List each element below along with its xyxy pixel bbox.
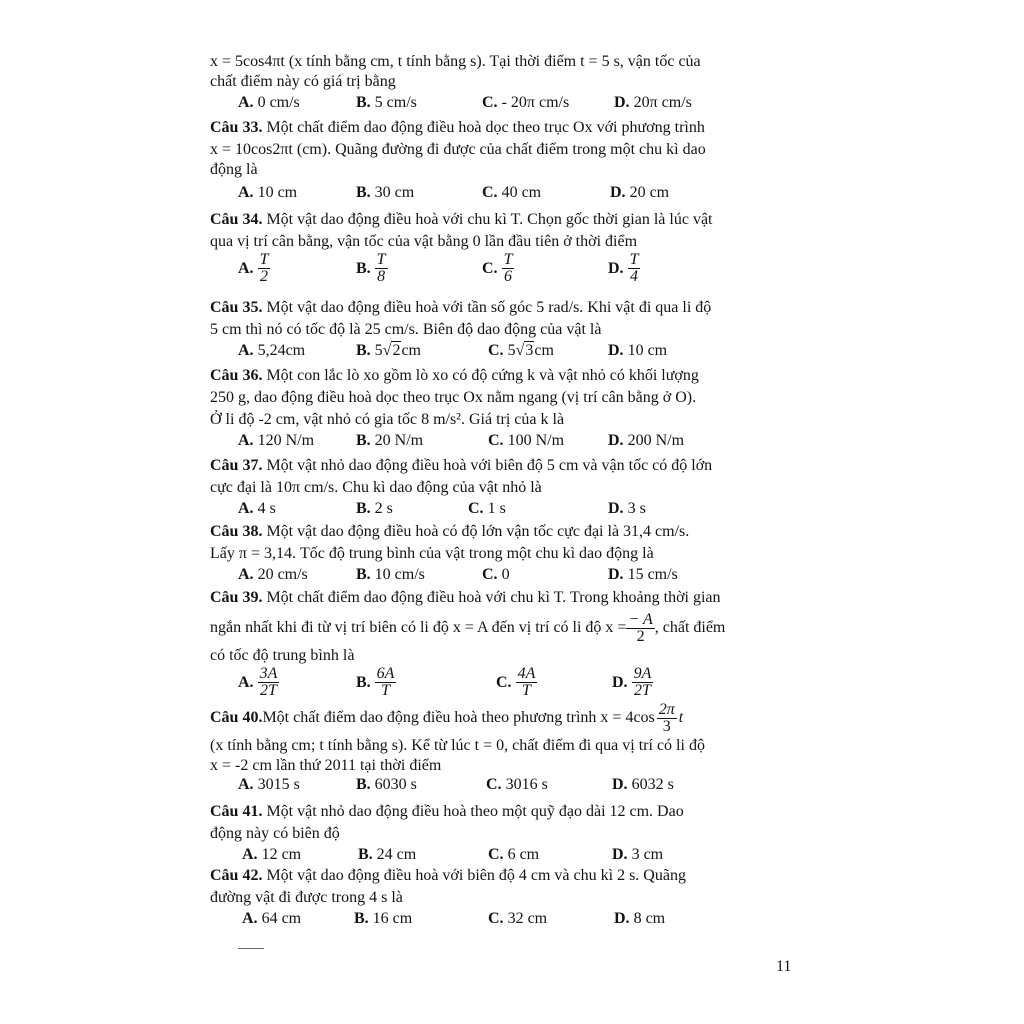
option-text: 64 cm — [261, 910, 302, 927]
fraction-numerator: T — [629, 251, 639, 268]
q36-line-3: Ở li độ -2 cm, vật nhỏ có gia tốc 8 m/s². Giá trị của k là — [210, 411, 565, 428]
fraction — [258, 252, 271, 285]
option-a — [238, 432, 314, 450]
fraction — [258, 666, 280, 699]
option-a — [238, 776, 300, 794]
option-letter: C. — [488, 910, 504, 927]
q42-line-2: đường vật đi được trong 4 s là — [210, 889, 403, 906]
option-letter: D. — [614, 910, 630, 927]
question-label: Câu 41. — [210, 803, 263, 820]
option-text: 20π cm/s — [633, 94, 692, 111]
option-unit: cm — [401, 342, 421, 359]
option-text: 20 cm — [629, 184, 670, 201]
question-label: Câu 38. — [210, 523, 263, 540]
fraction-denominator: 2T — [634, 682, 651, 699]
option-letter: A. — [238, 259, 254, 277]
q37-line-2: cực đại là 10π cm/s. Chu kì dao động của vật nhỏ là — [210, 479, 542, 496]
fraction-denominator: T — [381, 682, 391, 699]
q38-line-2: Lấy π = 3,14. Tốc độ trung bình của vật trong một chu kì dao động là — [210, 545, 654, 562]
fraction-denominator: 6 — [504, 268, 513, 285]
sqrt-radicand: 2 — [392, 342, 401, 359]
option-a — [238, 252, 270, 285]
option-letter: B. — [356, 259, 371, 277]
q40-line-1 — [210, 700, 683, 736]
fraction-numerator: T — [503, 251, 513, 268]
option-a — [242, 910, 301, 928]
option-b — [358, 846, 416, 864]
intro-line-2: chất điểm này có giá trị bằng — [210, 73, 396, 90]
option-letter: B. — [356, 566, 371, 583]
option-text: 1 s — [487, 500, 506, 517]
option-letter: A. — [238, 432, 254, 449]
fraction — [628, 252, 641, 285]
fraction-denominator: 2T — [260, 682, 277, 699]
fraction-numerator: 3A — [259, 665, 278, 682]
q34-line-2: qua vị trí cân bằng, vận tốc của vật bằng 0 lần đầu tiên ở thời điểm — [210, 233, 638, 250]
option-text: 30 cm — [374, 184, 415, 201]
fraction-numerator: 6A — [376, 665, 395, 682]
option-c — [488, 910, 547, 928]
option-b — [356, 342, 421, 360]
fraction — [657, 702, 677, 735]
question-label: Câu 35. — [210, 299, 263, 316]
option-b — [354, 910, 412, 928]
option-text: 3016 s — [505, 776, 548, 793]
question-text: Một vật dao động điều hoà với tần số góc 5 rad/s. Khi vật đi qua li độ — [262, 299, 712, 316]
option-letter: B. — [356, 432, 371, 449]
q36-line-1 — [210, 366, 699, 386]
option-letter: B. — [356, 342, 371, 359]
fraction-numerator: 2π — [658, 700, 675, 718]
option-letter: C. — [488, 432, 504, 449]
question-label: Câu 37. — [210, 457, 263, 474]
option-text: 15 cm/s — [627, 566, 678, 583]
q36-line-2: 250 g, dao động điều hoà dọc theo trục Ox nằm ngang (vị trí cân bằng ở O). — [210, 389, 697, 406]
option-text: 3015 s — [257, 776, 300, 793]
question-label: Câu 33. — [210, 119, 263, 136]
option-c — [486, 776, 548, 794]
option-c — [482, 566, 510, 584]
q33-line-1 — [210, 118, 705, 138]
fraction-denominator: 3 — [662, 717, 671, 735]
option-a — [238, 184, 297, 202]
option-d — [610, 184, 669, 202]
option-letter: A. — [238, 673, 254, 691]
option-letter: C. — [482, 184, 498, 201]
option-d — [608, 432, 684, 450]
option-letter: D. — [612, 846, 628, 863]
option-text: 3 cm — [631, 846, 664, 863]
option-text: 120 N/m — [257, 432, 315, 449]
q37-line-1 — [210, 456, 712, 476]
option-text: 10 cm — [627, 342, 668, 359]
option-text: 40 cm — [501, 184, 542, 201]
option-letter: C. — [488, 342, 504, 359]
question-text: Một con lắc lò xo gồm lò xo có độ cứng k và vật nhỏ có khối lượng — [262, 367, 699, 384]
option-b — [356, 666, 396, 699]
option-text: 0 — [501, 566, 510, 583]
q39-line-2 — [210, 608, 725, 648]
option-unit: cm — [534, 342, 554, 359]
option-letter: A. — [238, 776, 254, 793]
question-text: Một vật dao động điều hoà với biên độ 4 cm và chu kì 2 s. Quãng — [262, 867, 686, 884]
q39-line-1 — [210, 588, 721, 608]
question-label: Câu 36. — [210, 367, 263, 384]
option-letter: D. — [614, 94, 630, 111]
option-letter: A. — [238, 566, 254, 583]
q39-line-3: có tốc độ trung bình là — [210, 647, 355, 664]
option-letter: C. — [468, 500, 484, 517]
q40-line-3: x = -2 cm lần thứ 2011 tại thời điểm — [210, 757, 442, 774]
option-c — [488, 432, 564, 450]
option-letter: C. — [482, 566, 498, 583]
fraction-denominator: 2 — [260, 268, 269, 285]
fraction-denominator: 8 — [377, 268, 386, 285]
option-letter: B. — [358, 846, 373, 863]
option-d — [614, 910, 665, 928]
fraction-denominator: 2 — [636, 627, 645, 645]
option-letter: A. — [238, 500, 254, 517]
option-c — [488, 342, 554, 360]
fraction — [502, 252, 515, 285]
option-d — [608, 342, 667, 360]
q34-line-1 — [210, 210, 712, 230]
sqrt-expression: √3 — [515, 342, 534, 359]
option-b — [356, 94, 417, 112]
option-text: 4 s — [257, 500, 276, 517]
q42-line-1 — [210, 866, 686, 886]
sqrt-coefficient: 5 — [507, 342, 516, 359]
option-c — [482, 94, 569, 112]
fraction — [632, 666, 654, 699]
intro-line-1: x = 5cos4πt (x tính bằng cm, t tính bằng s). Tại thời điểm t = 5 s, vận tốc của — [210, 53, 701, 70]
question-text: , chất điểm — [654, 619, 726, 636]
option-letter: D. — [608, 566, 624, 583]
option-letter: D. — [608, 432, 624, 449]
option-d — [608, 566, 678, 584]
option-c — [488, 846, 539, 864]
option-letter: D. — [612, 776, 628, 793]
fraction-numerator: T — [376, 251, 386, 268]
option-text: 5,24cm — [257, 342, 306, 359]
option-a — [238, 342, 305, 360]
option-letter: B. — [356, 776, 371, 793]
option-text: 32 cm — [507, 910, 548, 927]
question-text: Một chất điểm dao động điều hoà với chu kì T. Trong khoảng thời gian — [262, 589, 721, 606]
fraction — [375, 252, 388, 285]
question-text: ngắn nhất khi đi từ vị trí biên có li độ x = A đến vị trí có li độ x = — [210, 619, 627, 636]
option-letter: B. — [356, 94, 371, 111]
option-a — [238, 666, 279, 699]
fraction-numerator: 4A — [517, 665, 536, 682]
option-text: 20 cm/s — [257, 566, 308, 583]
q35-line-2: 5 cm thì nó có tốc độ là 25 cm/s. Biên độ dao động của vật là — [210, 321, 602, 338]
option-text: 6032 s — [631, 776, 674, 793]
option-a — [238, 566, 308, 584]
option-letter: A. — [238, 342, 254, 359]
option-d — [612, 776, 674, 794]
option-b — [356, 500, 393, 518]
option-text: 16 cm — [372, 910, 413, 927]
fraction-numerator: T — [259, 251, 269, 268]
option-b — [356, 252, 388, 285]
page-number: 11 — [776, 958, 792, 975]
question-label: Câu 42. — [210, 867, 263, 884]
q41-line-1 — [210, 802, 684, 822]
time-variable: t — [678, 709, 684, 726]
option-c — [496, 666, 537, 699]
stray-mark-divider — [238, 948, 264, 949]
question-text: Một vật nhỏ dao động điều hoà theo một quỹ đạo dài 12 cm. Dao — [262, 803, 684, 820]
question-text: Một chất điểm dao động điều hoà dọc theo trục Ox với phương trình — [262, 119, 705, 136]
q40-line-2: (x tính bằng cm; t tính bằng s). Kể từ lúc t = 0, chất điểm đi qua vị trí có li độ — [210, 737, 705, 754]
fraction — [516, 666, 538, 699]
question-text: Một vật dao động điều hoà có độ lớn vận tốc cực đại là 31,4 cm/s. — [262, 523, 690, 540]
option-letter: D. — [608, 342, 624, 359]
option-letter: D. — [608, 259, 624, 277]
option-d — [608, 252, 640, 285]
q41-line-2: động này có biên độ — [210, 825, 340, 842]
option-letter: B. — [354, 910, 369, 927]
option-text: 2 s — [374, 500, 393, 517]
option-a — [242, 846, 301, 864]
option-b — [356, 566, 425, 584]
option-text: - 20π cm/s — [501, 94, 570, 111]
option-letter: A. — [238, 94, 254, 111]
option-b — [356, 776, 417, 794]
option-a — [238, 500, 276, 518]
option-letter: C. — [482, 259, 498, 277]
fraction-denominator: T — [522, 682, 531, 699]
option-letter: B. — [356, 184, 371, 201]
sqrt-radicand: 3 — [525, 342, 534, 359]
fraction-numerator: − A — [628, 610, 653, 628]
option-letter: B. — [356, 500, 371, 517]
sqrt-coefficient: 5 — [374, 342, 383, 359]
option-text: 6 cm — [507, 846, 540, 863]
option-letter: C. — [486, 776, 502, 793]
fraction — [626, 612, 654, 645]
option-text: 6030 s — [374, 776, 417, 793]
question-text: Một vật nhỏ dao động điều hoà với biên độ 5 cm và vận tốc có độ lớn — [262, 457, 713, 474]
sqrt-expression: √2 — [382, 342, 401, 359]
option-letter: C. — [482, 94, 498, 111]
fraction-numerator: 9A — [633, 665, 652, 682]
question-text: Một chất điểm dao động điều hoà theo phương trình x = 4cos — [262, 709, 655, 726]
q33-line-3: động là — [210, 161, 258, 178]
option-letter: C. — [488, 846, 504, 863]
question-text: Một vật dao động điều hoà với chu kì T. Chọn gốc thời gian là lúc vật — [262, 211, 713, 228]
option-c — [482, 252, 514, 285]
option-text: 100 N/m — [507, 432, 565, 449]
option-letter: C. — [496, 673, 512, 691]
option-d — [612, 846, 663, 864]
option-d — [608, 500, 646, 518]
option-text: 12 cm — [261, 846, 302, 863]
option-text: 8 cm — [633, 910, 666, 927]
option-text: 10 cm — [257, 184, 298, 201]
option-letter: A. — [242, 910, 258, 927]
option-text: 200 N/m — [627, 432, 685, 449]
option-b — [356, 184, 414, 202]
option-text: 0 cm/s — [257, 94, 300, 111]
q38-line-1 — [210, 522, 689, 542]
option-text: 24 cm — [376, 846, 417, 863]
option-letter: D. — [612, 673, 628, 691]
option-text: 5 cm/s — [374, 94, 417, 111]
question-label: Câu 34. — [210, 211, 263, 228]
option-c — [468, 500, 506, 518]
option-letter: B. — [356, 673, 371, 691]
option-d — [612, 666, 653, 699]
option-letter: A. — [242, 846, 258, 863]
option-b — [356, 432, 423, 450]
option-text: 10 cm/s — [374, 566, 425, 583]
fraction-denominator: 4 — [630, 268, 639, 285]
option-d — [614, 94, 692, 112]
question-label: Câu 39. — [210, 589, 263, 606]
option-c — [482, 184, 541, 202]
option-text: 20 N/m — [374, 432, 424, 449]
option-letter: D. — [608, 500, 624, 517]
option-letter: A. — [238, 184, 254, 201]
q35-line-1 — [210, 298, 711, 318]
option-a — [238, 94, 300, 112]
fraction — [375, 666, 397, 699]
option-text: 3 s — [627, 500, 646, 517]
question-label: Câu 40. — [210, 709, 263, 726]
q33-line-2: x = 10cos2πt (cm). Quãng đường đi được của chất điểm trong một chu kì dao — [210, 141, 706, 158]
option-letter: D. — [610, 184, 626, 201]
